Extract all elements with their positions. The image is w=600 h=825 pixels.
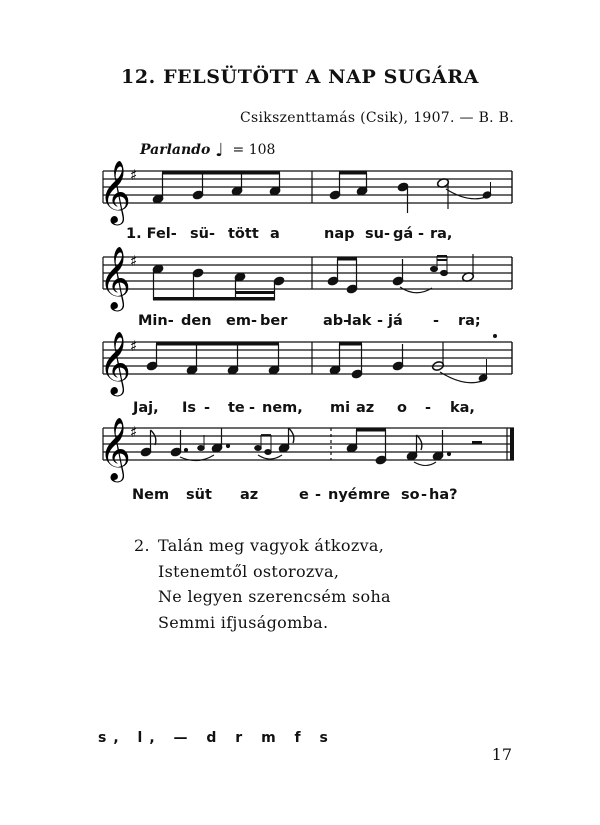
treble-clef-icon: 𝄞 bbox=[99, 331, 131, 394]
treble-clef-icon: 𝄞 bbox=[99, 246, 131, 309]
staff-3 bbox=[0, 329, 600, 399]
staff-2 bbox=[0, 244, 600, 314]
syllable: ab- bbox=[323, 313, 350, 329]
syllable: ra; bbox=[458, 313, 481, 329]
fermata-dot bbox=[494, 335, 497, 338]
song-source: Csikszenttamás (Csik), 1907. — B. B. bbox=[240, 110, 514, 126]
syllable: lak bbox=[347, 313, 372, 329]
syllable: - bbox=[433, 313, 440, 329]
dot bbox=[184, 448, 187, 451]
note bbox=[431, 266, 438, 271]
stanza-line: Ne legyen szerencsém soha bbox=[158, 587, 391, 606]
syllable: so bbox=[401, 487, 420, 503]
syllable: az bbox=[240, 487, 259, 503]
syllable: ber bbox=[260, 313, 288, 329]
quarter-note-icon: ♩ bbox=[215, 140, 224, 161]
rest bbox=[472, 441, 482, 445]
beam bbox=[356, 428, 386, 432]
tie bbox=[258, 455, 282, 459]
stanza-number: 2. bbox=[134, 536, 150, 555]
beam bbox=[156, 342, 279, 346]
syllable: - bbox=[249, 400, 256, 416]
treble-clef-icon: 𝄞 bbox=[99, 160, 131, 223]
treble-clef-icon: 𝄞 bbox=[99, 417, 131, 480]
syllable: 1. Fel- bbox=[126, 226, 177, 242]
syllable: em- bbox=[226, 313, 257, 329]
tie bbox=[414, 462, 436, 466]
flag bbox=[417, 435, 422, 450]
syllable: - bbox=[204, 400, 211, 416]
grace-note bbox=[265, 450, 272, 455]
staff-1 bbox=[0, 158, 600, 228]
sharp-icon: ♯ bbox=[130, 252, 138, 270]
syllable: ra, bbox=[430, 226, 453, 242]
syllable: sü- bbox=[190, 226, 215, 242]
dot bbox=[447, 452, 450, 455]
note bbox=[441, 270, 448, 275]
page-number: 17 bbox=[491, 745, 512, 764]
solfa-scale: s, l, — d r m f s bbox=[98, 730, 335, 746]
syllable: nyé bbox=[328, 487, 358, 503]
stanza-2 bbox=[134, 533, 391, 635]
grace-note bbox=[198, 446, 205, 451]
stanza-line: Semmi ifjuságomba. bbox=[158, 612, 329, 632]
syllable: ka, bbox=[450, 400, 475, 416]
tempo-value: = 108 bbox=[232, 142, 276, 158]
syllable: a bbox=[270, 226, 280, 242]
syllable: Min- bbox=[138, 313, 174, 329]
tie bbox=[446, 189, 486, 199]
tempo-marking bbox=[140, 138, 275, 159]
syllable: mi bbox=[330, 400, 351, 416]
lyrics-line-4 bbox=[0, 487, 600, 507]
grace-note bbox=[255, 446, 262, 451]
beam bbox=[162, 171, 280, 175]
dot bbox=[226, 444, 229, 447]
syllable: az bbox=[356, 400, 375, 416]
stanza-line: Istenemtől ostorozva, bbox=[158, 561, 340, 581]
sharp-icon: ♯ bbox=[130, 423, 138, 441]
syllable: já bbox=[388, 313, 403, 329]
syllable: mre bbox=[358, 487, 391, 503]
flag bbox=[151, 430, 156, 445]
beam bbox=[339, 171, 367, 175]
syllable: su- bbox=[365, 226, 390, 242]
syllable: nem, bbox=[262, 400, 303, 416]
beam bbox=[235, 291, 275, 294]
staff-lines bbox=[103, 171, 512, 203]
syllable: - bbox=[421, 487, 428, 503]
syllable: tött bbox=[228, 226, 259, 242]
stanza-line bbox=[134, 533, 391, 559]
syllable: - bbox=[425, 400, 432, 416]
syllable: e bbox=[299, 487, 309, 503]
sharp-icon: ♯ bbox=[130, 166, 138, 184]
tempo-word: Parlando bbox=[140, 142, 211, 158]
tie bbox=[400, 287, 432, 293]
syllable: süt bbox=[186, 487, 212, 503]
sharp-icon: ♯ bbox=[130, 337, 138, 355]
syllable: - bbox=[418, 226, 425, 242]
syllable: nap bbox=[324, 226, 355, 242]
song-title: 12. FELSÜTÖTT A NAP SUGÁRA bbox=[121, 66, 479, 88]
stanza-line-text: Talán meg vagyok átkozva, bbox=[158, 536, 385, 555]
syllable: te bbox=[228, 400, 245, 416]
syllable: - bbox=[377, 313, 384, 329]
beam bbox=[337, 257, 357, 261]
notes bbox=[152, 171, 492, 213]
syllable: - bbox=[315, 487, 322, 503]
syllable: o bbox=[397, 400, 407, 416]
final-barline-thick bbox=[510, 428, 514, 460]
syllable: Is bbox=[182, 400, 197, 416]
lyrics-line-1 bbox=[0, 226, 600, 246]
beam bbox=[153, 297, 275, 301]
syllable: gá bbox=[393, 226, 414, 242]
syllable: Nem bbox=[132, 487, 170, 503]
syllable: ha? bbox=[429, 487, 458, 503]
beam bbox=[339, 342, 362, 346]
staff-4 bbox=[0, 415, 600, 485]
syllable: Jaj, bbox=[133, 400, 159, 416]
syllable: den bbox=[181, 313, 212, 329]
